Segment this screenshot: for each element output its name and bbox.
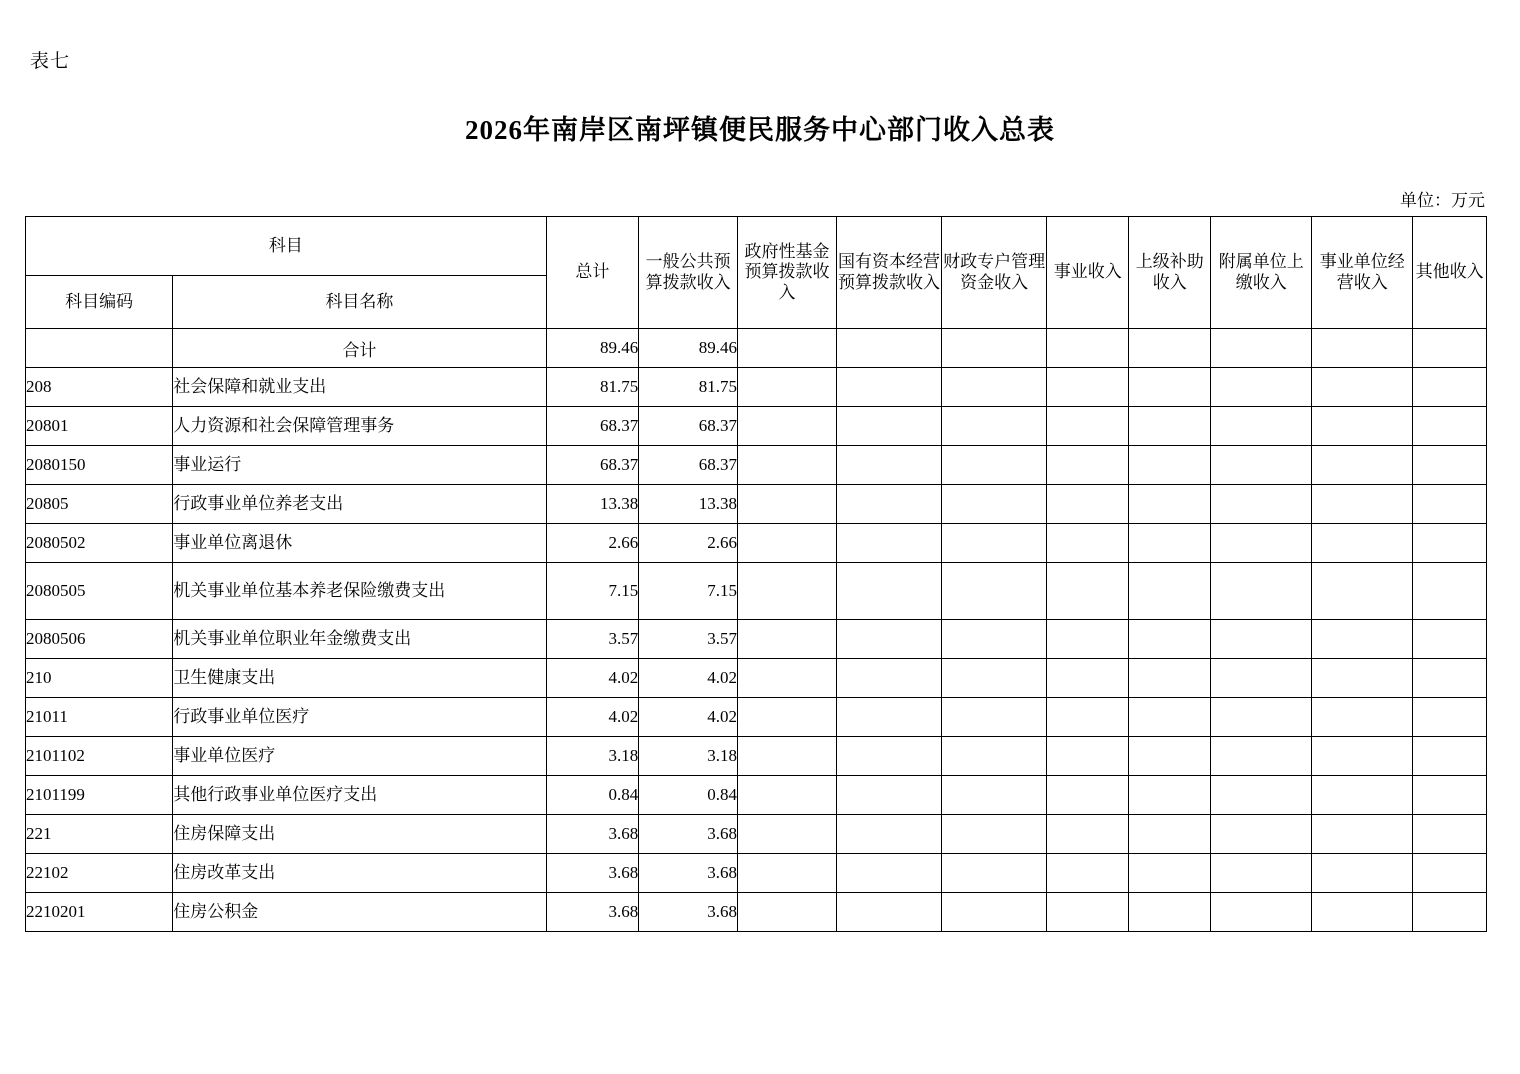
cell-general_public_budget: 3.18	[639, 737, 738, 776]
cell-fiscal_special_account	[942, 776, 1047, 815]
cell-subject-name: 机关事业单位基本养老保险缴费支出	[173, 563, 546, 620]
cell-business_income	[1047, 563, 1129, 620]
cell-superior_subsidy	[1129, 698, 1211, 737]
cell-subject-name: 社会保障和就业支出	[173, 368, 546, 407]
cell-state_capital_budget	[836, 815, 941, 854]
cell-business_income	[1047, 524, 1129, 563]
cell-superior_subsidy	[1129, 368, 1211, 407]
cell-business_income	[1047, 620, 1129, 659]
cell-state_capital_budget	[836, 776, 941, 815]
cell-superior_subsidy	[1129, 485, 1211, 524]
table-row	[26, 368, 1487, 407]
cell-general_public_budget: 4.02	[639, 659, 738, 698]
cell-business_operation	[1312, 407, 1413, 446]
cell-affiliated_units	[1211, 620, 1312, 659]
table-row	[26, 524, 1487, 563]
table-row	[26, 485, 1487, 524]
cell-state_capital_budget	[836, 737, 941, 776]
cell-business_operation	[1312, 524, 1413, 563]
cell-subject-code: 2080506	[26, 620, 173, 659]
cell-subject-code: 2080502	[26, 524, 173, 563]
cell-subject-name: 事业单位离退休	[173, 524, 546, 563]
cell-business_operation	[1312, 698, 1413, 737]
cell-total: 68.37	[546, 446, 639, 485]
cell-other_income	[1413, 737, 1487, 776]
table-row	[26, 815, 1487, 854]
cell-subject-name: 行政事业单位养老支出	[173, 485, 546, 524]
cell-subject-code	[26, 329, 173, 368]
cell-gov_fund_budget	[738, 776, 837, 815]
cell-other_income	[1413, 659, 1487, 698]
header-other-income: 其他收入	[1413, 217, 1487, 329]
cell-affiliated_units	[1211, 854, 1312, 893]
table-row	[26, 446, 1487, 485]
cell-state_capital_budget	[836, 329, 941, 368]
table-row	[26, 407, 1487, 446]
table-row	[26, 893, 1487, 932]
cell-fiscal_special_account	[942, 620, 1047, 659]
income-summary-table	[25, 216, 1487, 932]
cell-total: 4.02	[546, 698, 639, 737]
cell-gov_fund_budget	[738, 407, 837, 446]
table-row	[26, 737, 1487, 776]
cell-total: 3.57	[546, 620, 639, 659]
cell-fiscal_special_account	[942, 893, 1047, 932]
header-subject-name: 科目名称	[173, 276, 546, 329]
cell-business_operation	[1312, 659, 1413, 698]
cell-subject-name: 住房公积金	[173, 893, 546, 932]
cell-subject-code: 20801	[26, 407, 173, 446]
table-row	[26, 329, 1487, 368]
cell-state_capital_budget	[836, 407, 941, 446]
cell-subject-code: 2080505	[26, 563, 173, 620]
cell-affiliated_units	[1211, 407, 1312, 446]
table-body	[26, 329, 1487, 932]
cell-business_income	[1047, 485, 1129, 524]
cell-general_public_budget: 3.68	[639, 893, 738, 932]
cell-state_capital_budget	[836, 446, 941, 485]
cell-business_income	[1047, 737, 1129, 776]
cell-affiliated_units	[1211, 563, 1312, 620]
cell-business_income	[1047, 893, 1129, 932]
sheet-label: 表七	[30, 51, 71, 72]
cell-subject-code: 22102	[26, 854, 173, 893]
cell-general_public_budget: 2.66	[639, 524, 738, 563]
cell-superior_subsidy	[1129, 815, 1211, 854]
table-header	[26, 217, 1487, 329]
cell-affiliated_units	[1211, 815, 1312, 854]
cell-subject-code: 20805	[26, 485, 173, 524]
header-general-public-budget: 一般公共预算拨款收入	[639, 217, 738, 329]
cell-state_capital_budget	[836, 659, 941, 698]
cell-gov_fund_budget	[738, 485, 837, 524]
cell-total: 4.02	[546, 659, 639, 698]
cell-subject-code: 2101102	[26, 737, 173, 776]
cell-business_operation	[1312, 620, 1413, 659]
cell-total: 0.84	[546, 776, 639, 815]
cell-total: 89.46	[546, 329, 639, 368]
cell-business_income	[1047, 776, 1129, 815]
cell-subject-name: 住房改革支出	[173, 854, 546, 893]
cell-gov_fund_budget	[738, 737, 837, 776]
cell-general_public_budget: 7.15	[639, 563, 738, 620]
cell-fiscal_special_account	[942, 329, 1047, 368]
cell-total: 13.38	[546, 485, 639, 524]
cell-subject-name: 机关事业单位职业年金缴费支出	[173, 620, 546, 659]
cell-gov_fund_budget	[738, 446, 837, 485]
cell-general_public_budget: 81.75	[639, 368, 738, 407]
cell-business_income	[1047, 329, 1129, 368]
cell-general_public_budget: 68.37	[639, 446, 738, 485]
cell-business_operation	[1312, 368, 1413, 407]
cell-gov_fund_budget	[738, 563, 837, 620]
cell-business_operation	[1312, 854, 1413, 893]
cell-affiliated_units	[1211, 368, 1312, 407]
cell-business_income	[1047, 659, 1129, 698]
cell-state_capital_budget	[836, 854, 941, 893]
header-total: 总计	[546, 217, 639, 329]
cell-subject-code: 208	[26, 368, 173, 407]
cell-business_operation	[1312, 329, 1413, 368]
cell-other_income	[1413, 524, 1487, 563]
cell-fiscal_special_account	[942, 737, 1047, 776]
cell-state_capital_budget	[836, 368, 941, 407]
cell-superior_subsidy	[1129, 563, 1211, 620]
cell-business_income	[1047, 407, 1129, 446]
cell-superior_subsidy	[1129, 620, 1211, 659]
table-row	[26, 698, 1487, 737]
cell-business_operation	[1312, 485, 1413, 524]
header-affiliated-units: 附属单位上缴收入	[1211, 217, 1312, 329]
cell-subject-code: 2101199	[26, 776, 173, 815]
cell-superior_subsidy	[1129, 776, 1211, 815]
cell-fiscal_special_account	[942, 407, 1047, 446]
cell-gov_fund_budget	[738, 854, 837, 893]
cell-fiscal_special_account	[942, 485, 1047, 524]
cell-superior_subsidy	[1129, 524, 1211, 563]
cell-subject-name: 其他行政事业单位医疗支出	[173, 776, 546, 815]
cell-subject-name: 住房保障支出	[173, 815, 546, 854]
header-business-operation: 事业单位经营收入	[1312, 217, 1413, 329]
cell-fiscal_special_account	[942, 446, 1047, 485]
cell-business_income	[1047, 698, 1129, 737]
cell-other_income	[1413, 776, 1487, 815]
cell-other_income	[1413, 893, 1487, 932]
cell-other_income	[1413, 620, 1487, 659]
cell-other_income	[1413, 485, 1487, 524]
table-row	[26, 563, 1487, 620]
cell-subject-code: 210	[26, 659, 173, 698]
cell-state_capital_budget	[836, 620, 941, 659]
cell-superior_subsidy	[1129, 737, 1211, 776]
cell-general_public_budget: 4.02	[639, 698, 738, 737]
cell-total: 7.15	[546, 563, 639, 620]
cell-business_income	[1047, 446, 1129, 485]
cell-affiliated_units	[1211, 485, 1312, 524]
cell-subject-name: 人力资源和社会保障管理事务	[173, 407, 546, 446]
cell-general_public_budget: 13.38	[639, 485, 738, 524]
cell-affiliated_units	[1211, 446, 1312, 485]
cell-gov_fund_budget	[738, 698, 837, 737]
cell-business_income	[1047, 854, 1129, 893]
table-row	[26, 776, 1487, 815]
cell-subject-code: 2080150	[26, 446, 173, 485]
cell-affiliated_units	[1211, 659, 1312, 698]
cell-state_capital_budget	[836, 524, 941, 563]
cell-other_income	[1413, 368, 1487, 407]
cell-state_capital_budget	[836, 563, 941, 620]
cell-general_public_budget: 0.84	[639, 776, 738, 815]
cell-subject-name: 合计	[173, 329, 546, 368]
cell-fiscal_special_account	[942, 698, 1047, 737]
cell-fiscal_special_account	[942, 524, 1047, 563]
cell-subject-code: 221	[26, 815, 173, 854]
cell-general_public_budget: 89.46	[639, 329, 738, 368]
cell-superior_subsidy	[1129, 893, 1211, 932]
header-business-income: 事业收入	[1047, 217, 1129, 329]
cell-subject-code: 2210201	[26, 893, 173, 932]
cell-gov_fund_budget	[738, 368, 837, 407]
cell-total: 81.75	[546, 368, 639, 407]
table-row	[26, 854, 1487, 893]
page-title: 2026年南岸区南坪镇便民服务中心部门收入总表	[465, 115, 1055, 145]
cell-gov_fund_budget	[738, 329, 837, 368]
cell-superior_subsidy	[1129, 659, 1211, 698]
cell-other_income	[1413, 854, 1487, 893]
cell-affiliated_units	[1211, 737, 1312, 776]
cell-affiliated_units	[1211, 776, 1312, 815]
cell-business_income	[1047, 368, 1129, 407]
cell-business_income	[1047, 815, 1129, 854]
cell-total: 3.68	[546, 854, 639, 893]
cell-superior_subsidy	[1129, 854, 1211, 893]
unit-note: 单位：万元	[1400, 191, 1485, 210]
cell-business_operation	[1312, 815, 1413, 854]
cell-general_public_budget: 3.57	[639, 620, 738, 659]
cell-fiscal_special_account	[942, 854, 1047, 893]
cell-total: 3.18	[546, 737, 639, 776]
cell-gov_fund_budget	[738, 620, 837, 659]
cell-state_capital_budget	[836, 893, 941, 932]
cell-total: 68.37	[546, 407, 639, 446]
cell-affiliated_units	[1211, 329, 1312, 368]
cell-business_operation	[1312, 737, 1413, 776]
cell-fiscal_special_account	[942, 563, 1047, 620]
cell-subject-name: 卫生健康支出	[173, 659, 546, 698]
cell-business_operation	[1312, 563, 1413, 620]
cell-other_income	[1413, 815, 1487, 854]
cell-other_income	[1413, 446, 1487, 485]
cell-total: 3.68	[546, 893, 639, 932]
cell-subject-name: 事业单位医疗	[173, 737, 546, 776]
cell-total: 2.66	[546, 524, 639, 563]
cell-subject-name: 事业运行	[173, 446, 546, 485]
header-gov-fund-budget: 政府性基金预算拨款收入	[738, 217, 837, 329]
cell-gov_fund_budget	[738, 659, 837, 698]
cell-fiscal_special_account	[942, 659, 1047, 698]
cell-affiliated_units	[1211, 524, 1312, 563]
cell-business_operation	[1312, 446, 1413, 485]
cell-other_income	[1413, 563, 1487, 620]
cell-subject-code: 21011	[26, 698, 173, 737]
cell-fiscal_special_account	[942, 368, 1047, 407]
cell-general_public_budget: 3.68	[639, 815, 738, 854]
cell-gov_fund_budget	[738, 524, 837, 563]
cell-superior_subsidy	[1129, 446, 1211, 485]
cell-subject-name: 行政事业单位医疗	[173, 698, 546, 737]
cell-gov_fund_budget	[738, 893, 837, 932]
header-superior-subsidy: 上级补助收入	[1129, 217, 1211, 329]
cell-general_public_budget: 3.68	[639, 854, 738, 893]
cell-affiliated_units	[1211, 698, 1312, 737]
cell-other_income	[1413, 329, 1487, 368]
cell-business_operation	[1312, 776, 1413, 815]
cell-other_income	[1413, 698, 1487, 737]
cell-superior_subsidy	[1129, 407, 1211, 446]
header-state-capital-budget: 国有资本经营预算拨款收入	[836, 217, 941, 329]
cell-general_public_budget: 68.37	[639, 407, 738, 446]
cell-other_income	[1413, 407, 1487, 446]
cell-state_capital_budget	[836, 485, 941, 524]
cell-fiscal_special_account	[942, 815, 1047, 854]
cell-total: 3.68	[546, 815, 639, 854]
cell-superior_subsidy	[1129, 329, 1211, 368]
cell-affiliated_units	[1211, 893, 1312, 932]
header-fiscal-special-account: 财政专户管理资金收入	[942, 217, 1047, 329]
cell-gov_fund_budget	[738, 815, 837, 854]
table-row	[26, 620, 1487, 659]
header-subject-code: 科目编码	[26, 276, 173, 329]
cell-state_capital_budget	[836, 698, 941, 737]
header-subject-group: 科目	[26, 217, 547, 276]
cell-business_operation	[1312, 893, 1413, 932]
table-row	[26, 659, 1487, 698]
